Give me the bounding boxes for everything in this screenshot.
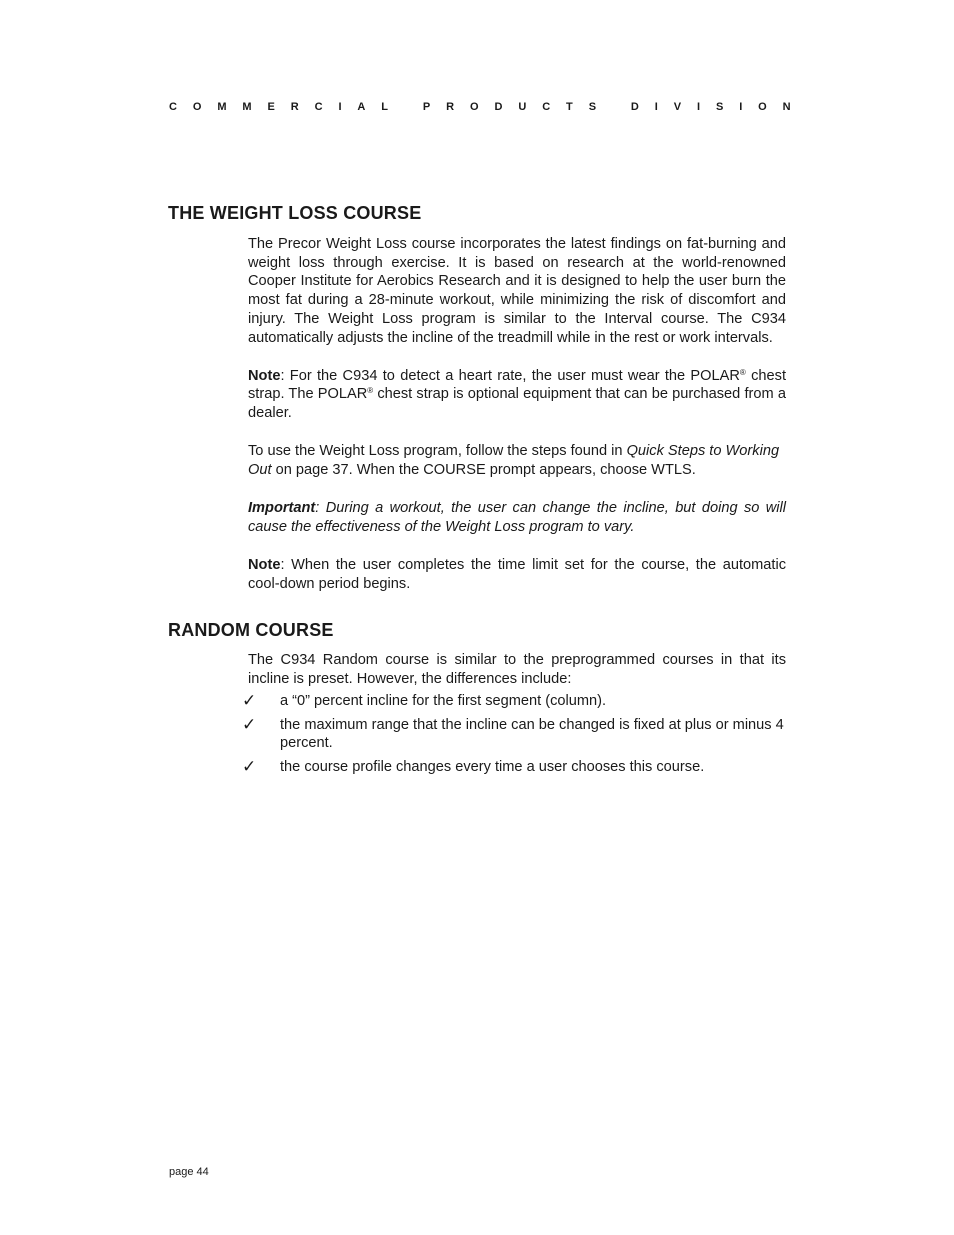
weight-loss-important xyxy=(248,499,786,536)
header-letter: I xyxy=(696,101,701,113)
check-icon: ✓ xyxy=(242,756,257,777)
section-title-random: RANDOM COURSE xyxy=(168,620,334,640)
header-letter xyxy=(612,101,615,113)
header-letter: D xyxy=(630,101,639,113)
note-text: : For the C934 to detect a heart rate, the user must wear the POLAR xyxy=(280,367,740,384)
header-letter: I xyxy=(654,101,658,113)
header-letter: I xyxy=(338,101,342,113)
random-section xyxy=(242,651,786,781)
check-icon: ✓ xyxy=(242,691,257,712)
header-letter: U xyxy=(518,101,527,113)
check-icon: ✓ xyxy=(242,714,257,735)
list-item-text: the course profile changes every time a user chooses this course. xyxy=(280,758,705,775)
header-letter: P xyxy=(422,101,431,113)
list-item-text: a “0” percent incline for the first segment (column). xyxy=(280,693,607,710)
important-label: Important xyxy=(248,500,316,517)
page-number: page 44 xyxy=(169,1166,209,1178)
header-letter: A xyxy=(357,101,366,113)
header-letter: R xyxy=(290,101,299,113)
header-letter: L xyxy=(381,101,389,113)
note-text: chest strap is optional equipment that can be purchased from a dealer. xyxy=(248,386,786,422)
note-label: Note xyxy=(248,557,281,574)
weight-loss-usage xyxy=(248,442,786,479)
header-letter: I xyxy=(739,101,743,113)
list-item-text: the maximum range that the incline can be changed is fixed at plus or minus 4 percent. xyxy=(280,716,784,752)
header-letter xyxy=(404,101,407,113)
registered-mark: ® xyxy=(367,386,374,396)
header-letter: C xyxy=(169,101,177,113)
list-item xyxy=(242,756,786,777)
header-letter: C xyxy=(542,101,551,113)
usage-text: on page 37. When the COURSE prompt appears, choose WTLS. xyxy=(271,462,696,479)
header-letter: O xyxy=(470,101,479,113)
weight-loss-intro: The Precor Weight Loss course incorporates the latest findings on fat-burning and weight loss through exercise. It is based on research at the world-renowned Cooper Institute for Aerobics Research and it is designed to help the user burn the most fat during a 28-minute workout, while minimizing the risk of discomfort and injury. The Weight Loss program is similar to the Interval course. The C934 automatically adjusts the incline of the treadmill while in the rest or work intervals. xyxy=(248,236,786,346)
header-letter: S xyxy=(715,101,724,113)
quick-steps-reference: Quick Steps to Working Out xyxy=(248,443,780,479)
note-text: chest strap. The POLAR xyxy=(248,367,787,403)
header-letter: V xyxy=(673,101,682,113)
note-text: : When the user completes the time limit set for the course, the automatic cool-down period begins. xyxy=(248,557,786,592)
weight-loss-note-1 xyxy=(248,367,786,423)
note-label: Note xyxy=(248,367,281,384)
weight-loss-note-2 xyxy=(248,556,786,593)
header-letter: R xyxy=(446,101,455,113)
header-letter: S xyxy=(588,101,597,113)
header-letter: T xyxy=(566,101,573,113)
differences-list xyxy=(242,691,786,777)
section-title-weight-loss: THE WEIGHT LOSS COURSE xyxy=(168,203,422,223)
list-item xyxy=(242,691,786,712)
header-letter: M xyxy=(217,101,227,113)
weight-loss-section xyxy=(248,235,786,594)
running-header-text xyxy=(169,101,791,113)
header-letter: N xyxy=(782,101,791,113)
header-letter: O xyxy=(192,101,202,113)
header-letter: M xyxy=(242,101,252,113)
random-intro: The C934 Random course is similar to the preprogrammed courses in that its incline is preset. However, the differences include: xyxy=(248,652,786,687)
usage-text: To use the Weight Loss program, follow the steps found in xyxy=(248,443,627,460)
header-letter: D xyxy=(494,101,503,113)
registered-mark: ® xyxy=(739,367,746,377)
header-letter: E xyxy=(267,101,275,113)
running-header xyxy=(169,101,791,113)
important-text: : During a workout, the user can change the incline, but doing so will cause the effectiveness of the Weight Loss program to vary. xyxy=(248,500,786,535)
header-letter: C xyxy=(314,101,323,113)
list-item xyxy=(242,714,786,753)
header-letter: O xyxy=(758,101,767,113)
